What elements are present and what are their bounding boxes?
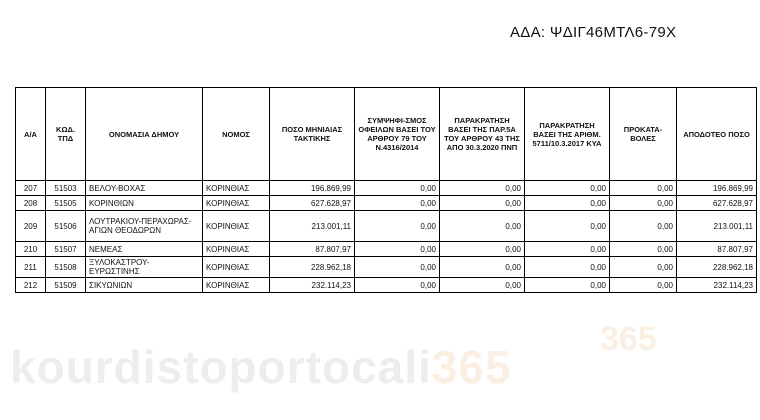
col-header-prefecture: ΝΟΜΟΣ (203, 88, 270, 181)
cell-code: 51509 (46, 278, 86, 293)
cell-monthly-amount: 213.001,11 (270, 211, 355, 242)
cell-payable-amount: 213.001,11 (677, 211, 757, 242)
cell-advances: 0,00 (610, 181, 677, 196)
cell-aa: 207 (16, 181, 46, 196)
cell-retention-kya: 0,00 (525, 278, 610, 293)
cell-prefecture: ΚΟΡΙΝΘΙΑΣ (203, 196, 270, 211)
cell-municipality: ΝΕΜΕΑΣ (86, 242, 203, 257)
cell-retention-pnp: 0,00 (440, 278, 525, 293)
cell-payable-amount: 627.628,97 (677, 196, 757, 211)
cell-monthly-amount: 627.628,97 (270, 196, 355, 211)
cell-retention-pnp: 0,00 (440, 257, 525, 278)
table-header-row (16, 88, 757, 181)
cell-municipality: ΛΟΥΤΡΑΚΙΟΥ-ΠΕΡΑΧΩΡΑΣ-ΑΓΙΩΝ ΘΕΟΔΩΡΩΝ (86, 211, 203, 242)
watermark-number: 365 (431, 341, 512, 393)
cell-code: 51506 (46, 211, 86, 242)
cell-prefecture: ΚΟΡΙΝΘΙΑΣ (203, 242, 270, 257)
cell-payable-amount: 196.869,99 (677, 181, 757, 196)
cell-monthly-amount: 232.114,23 (270, 278, 355, 293)
cell-retention-kya: 0,00 (525, 257, 610, 278)
cell-payable-amount: 87.807,97 (677, 242, 757, 257)
table-row (16, 257, 757, 278)
watermark-number-secondary: 365 (600, 320, 657, 358)
cell-debt-offset: 0,00 (355, 181, 440, 196)
cell-municipality: ΒΕΛΟΥ-ΒΟΧΑΣ (86, 181, 203, 196)
cell-monthly-amount: 196.869,99 (270, 181, 355, 196)
cell-aa: 208 (16, 196, 46, 211)
col-header-aa: Α/Α (16, 88, 46, 181)
table-row (16, 196, 757, 211)
cell-payable-amount: 232.114,23 (677, 278, 757, 293)
cell-code: 51508 (46, 257, 86, 278)
cell-prefecture: ΚΟΡΙΝΘΙΑΣ (203, 211, 270, 242)
watermark-logo-secondary (600, 320, 657, 359)
cell-retention-kya: 0,00 (525, 181, 610, 196)
col-header-municipality: ΟΝΟΜΑΣΙΑ ΔΗΜΟΥ (86, 88, 203, 181)
table-row (16, 181, 757, 196)
col-header-payable-amount: ΑΠΟΔΟΤΕΟ ΠΟΣΟ (677, 88, 757, 181)
cell-debt-offset: 0,00 (355, 211, 440, 242)
cell-prefecture: ΚΟΡΙΝΘΙΑΣ (203, 181, 270, 196)
table-row (16, 211, 757, 242)
cell-retention-kya: 0,00 (525, 196, 610, 211)
table-row (16, 242, 757, 257)
cell-monthly-amount: 228.962,18 (270, 257, 355, 278)
cell-prefecture: ΚΟΡΙΝΘΙΑΣ (203, 278, 270, 293)
watermark-logo (10, 340, 512, 394)
cell-advances: 0,00 (610, 211, 677, 242)
cell-municipality: ΞΥΛΟΚΑΣΤΡΟΥ-ΕΥΡΩΣΤΙΝΗΣ (86, 257, 203, 278)
cell-debt-offset: 0,00 (355, 257, 440, 278)
cell-retention-kya: 0,00 (525, 242, 610, 257)
cell-advances: 0,00 (610, 278, 677, 293)
col-header-monthly-amount: ΠΟΣΟ ΜΗΝΙΑΙΑΣ ΤΑΚΤΙΚΗΣ (270, 88, 355, 181)
cell-code: 51505 (46, 196, 86, 211)
cell-advances: 0,00 (610, 257, 677, 278)
ada-code: ΑΔΑ: ΨΔΙΓ46ΜΤΛ6-79Χ (510, 24, 677, 41)
col-header-retention-pnp: ΠΑΡΑΚΡΑΤΗΣΗ ΒΑΣΕΙ ΤΗΣ ΠΑΡ.5Α ΤΟΥ ΑΡΘΡΟΥ 43 ΤΗΣ ΑΠΟ 30.3.2020 ΠΝΠ (440, 88, 525, 181)
col-header-retention-kya: ΠΑΡΑΚΡΑΤΗΣΗ ΒΑΣΕΙ ΤΗΣ ΑΡΙΘΜ. 5711/10.3.2017 ΚΥΑ (525, 88, 610, 181)
cell-municipality: ΚΟΡΙΝΘΙΩΝ (86, 196, 203, 211)
col-header-advances: ΠΡΟΚΑΤΑ-ΒΟΛΕΣ (610, 88, 677, 181)
cell-aa: 212 (16, 278, 46, 293)
cell-debt-offset: 0,00 (355, 196, 440, 211)
cell-aa: 210 (16, 242, 46, 257)
cell-monthly-amount: 87.807,97 (270, 242, 355, 257)
cell-advances: 0,00 (610, 196, 677, 211)
table-row (16, 278, 757, 293)
cell-retention-pnp: 0,00 (440, 196, 525, 211)
cell-code: 51503 (46, 181, 86, 196)
watermark-brand: kourdistoportocali (10, 341, 432, 393)
col-header-debt-offset: ΣΥΜΨΗΦΙ-ΣΜΟΣ ΟΦΕΙΛΩΝ ΒΑΣΕΙ ΤΟΥ ΑΡΘΡΟΥ 79 ΤΟΥ Ν.4316/2014 (355, 88, 440, 181)
cell-payable-amount: 228.962,18 (677, 257, 757, 278)
col-header-code: ΚΩΔ. ΤΠΔ (46, 88, 86, 181)
payments-table (15, 87, 757, 293)
cell-prefecture: ΚΟΡΙΝΘΙΑΣ (203, 257, 270, 278)
cell-aa: 209 (16, 211, 46, 242)
cell-aa: 211 (16, 257, 46, 278)
cell-debt-offset: 0,00 (355, 278, 440, 293)
cell-retention-pnp: 0,00 (440, 181, 525, 196)
cell-municipality: ΣΙΚΥΩΝΙΩΝ (86, 278, 203, 293)
cell-debt-offset: 0,00 (355, 242, 440, 257)
cell-advances: 0,00 (610, 242, 677, 257)
cell-code: 51507 (46, 242, 86, 257)
cell-retention-kya: 0,00 (525, 211, 610, 242)
cell-retention-pnp: 0,00 (440, 211, 525, 242)
cell-retention-pnp: 0,00 (440, 242, 525, 257)
